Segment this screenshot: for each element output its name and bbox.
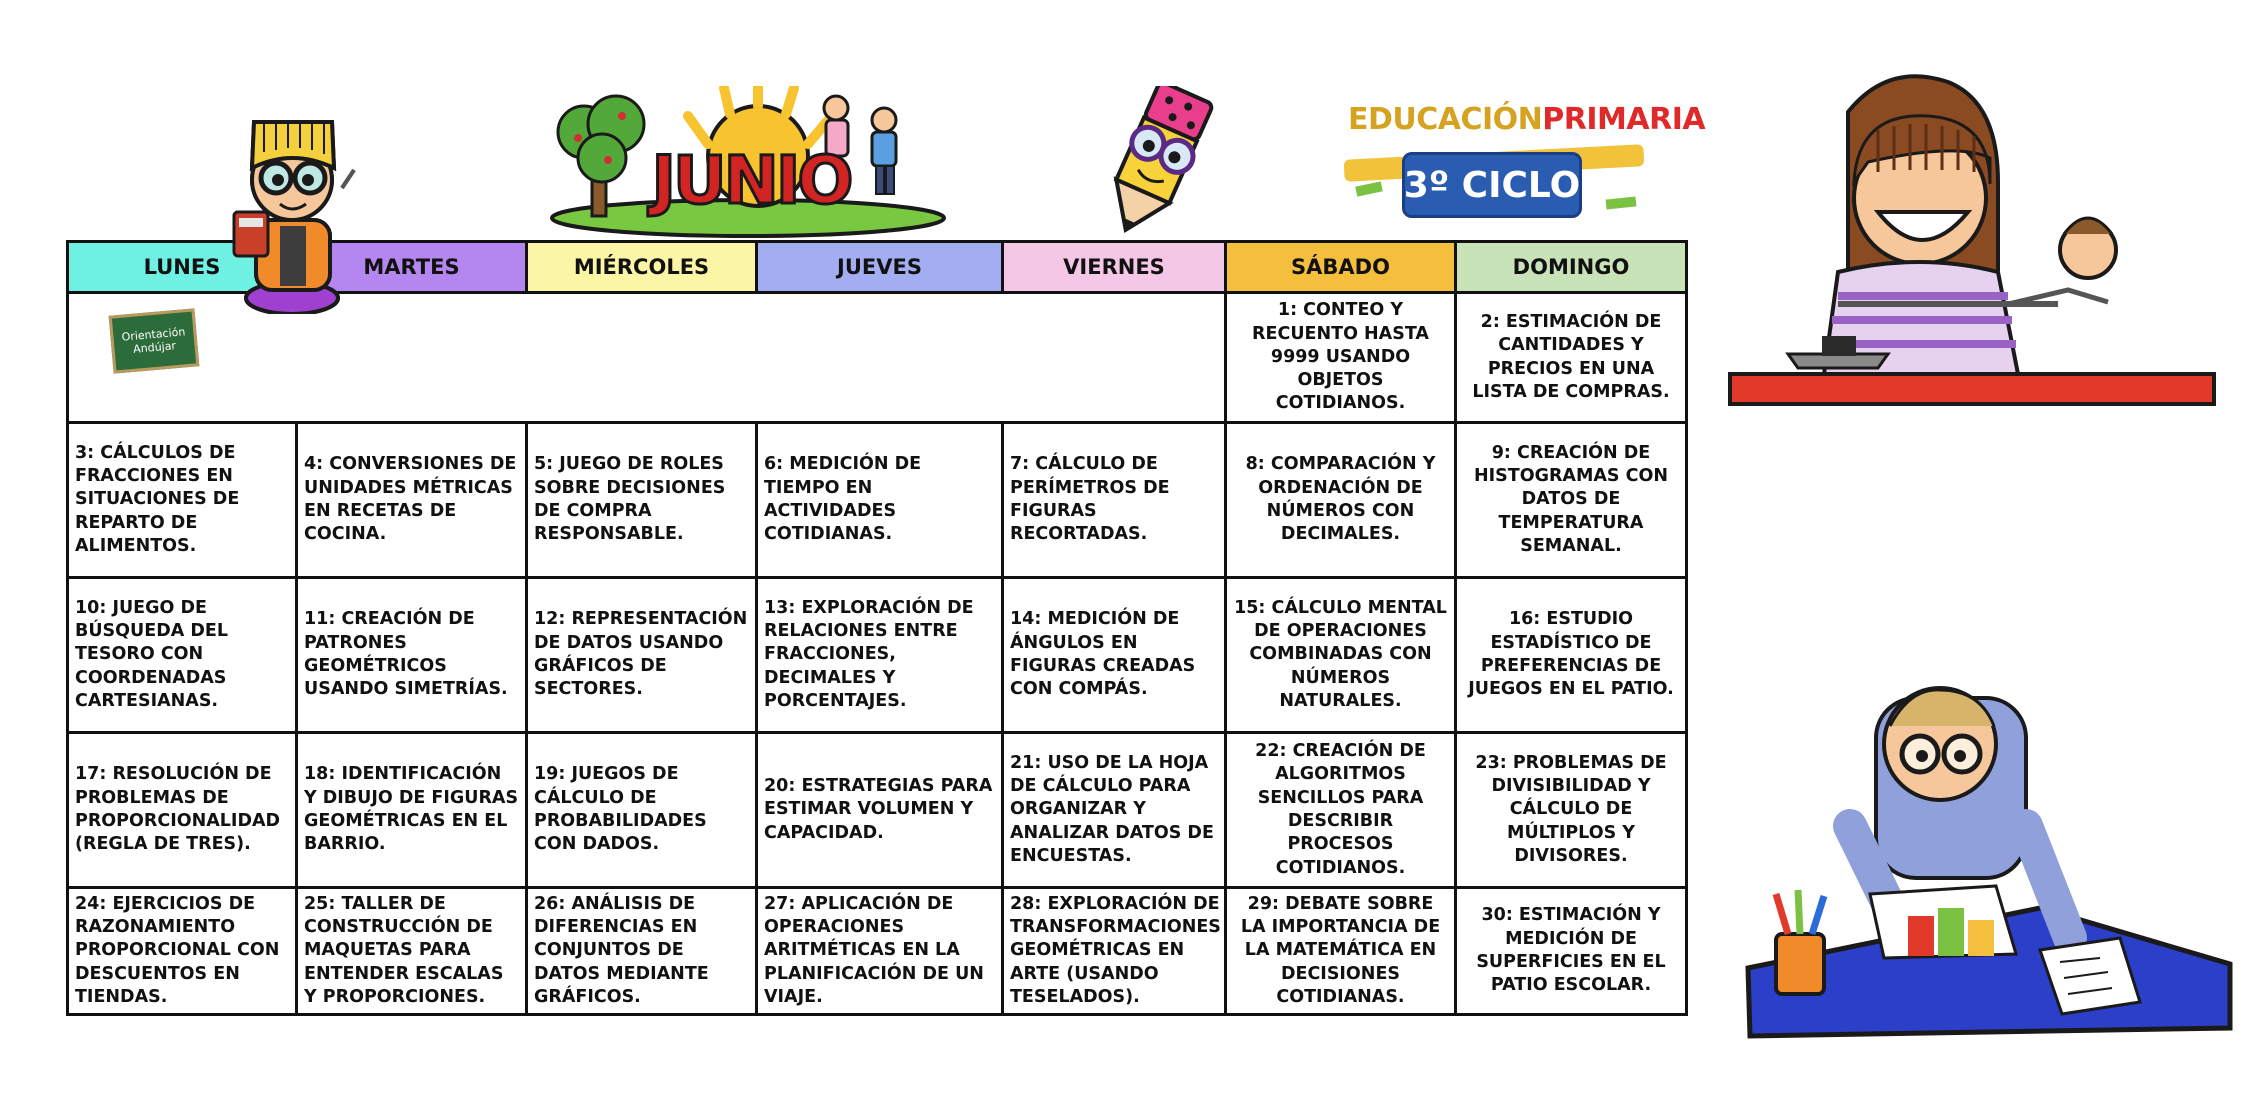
day-cell-4 (295, 421, 528, 579)
day-cell-text: 13: EXPLORACIÓN DE RELACIONES ENTRE FRACCIONES, DECIMALES Y PORCENTAJES. (764, 597, 974, 711)
day-cell-5 (525, 421, 758, 579)
day-cell-21 (1001, 731, 1227, 889)
day-cell-text: 5: JUEGO DE ROLES SOBRE DECISIONES DE COMPRA RESPONSABLE. (534, 454, 726, 545)
day-header-sabado: SÁBADO (1224, 240, 1457, 294)
girl-with-balance-icon (1728, 72, 2218, 408)
day-header-lunes: LUNES (66, 240, 298, 294)
badge-label: Orientación Andújar (121, 325, 186, 356)
day-cell-text: 3: CÁLCULOS DE FRACCIONES EN SITUACIONES DE REPARTO DE ALIMENTOS. (75, 442, 240, 556)
day-cell-14 (1001, 576, 1227, 734)
day-cell-text: 16: ESTUDIO ESTADÍSTICO DE PREFERENCIAS DE JUEGOS EN EL PATIO. (1468, 609, 1674, 700)
day-cell-7 (1001, 421, 1227, 579)
day-cell-text: 9: CREACIÓN DE HISTOGRAMAS CON DATOS DE TEMPERATURA SEMANAL. (1474, 442, 1668, 556)
day-cell-20 (755, 731, 1004, 889)
day-cell-28 (1001, 886, 1227, 1016)
brand-word-primaria: PRIMARIA (1542, 102, 1706, 137)
day-cell-text: 11: CREACIÓN DE PATRONES GEOMÉTRICOS USANDO SIMETRÍAS. (304, 609, 508, 700)
day-cell-29 (1224, 886, 1457, 1016)
day-cell-1 (1224, 291, 1457, 424)
day-cell-3 (66, 421, 298, 579)
day-cell-text: 24: EJERCICIOS DE RAZONAMIENTO PROPORCIONAL CON DESCUENTOS EN TIENDAS. (75, 893, 280, 1007)
day-cell-12 (525, 576, 758, 734)
day-cell-text: 20: ESTRATEGIAS PARA ESTIMAR VOLUMEN Y CAPACIDAD. (764, 776, 993, 843)
day-cell-text: 28: EXPLORACIÓN DE TRANSFORMACIONES GEOMÉTRICAS EN ARTE (USANDO TESELADOS). (1010, 893, 1221, 1007)
brand-dash-right (1606, 196, 1637, 209)
day-cell-text: 23: PROBLEMAS DE DIVISIBILIDAD Y CÁLCULO DE MÚLTIPLOS Y DIVISORES. (1475, 752, 1667, 866)
month-title: JUNIO (651, 142, 851, 219)
brand-dash-left (1355, 181, 1383, 196)
day-cell-text: 27: APLICACIÓN DE OPERACIONES ARITMÉTICAS EN LA PLANIFICACIÓN DE UN VIAJE. (764, 893, 984, 1007)
day-cell-text: 4: CONVERSIONES DE UNIDADES MÉTRICAS EN RECETAS DE COCINA. (304, 454, 517, 545)
day-cell-26 (525, 886, 758, 1016)
empty-cell-week-1 (66, 291, 1227, 424)
day-cell-text: 14: MEDICIÓN DE ÁNGULOS EN FIGURAS CREADAS CON COMPÁS. (1010, 609, 1196, 700)
orientacion-badge (109, 308, 200, 373)
brand-cycle-box (1402, 152, 1582, 218)
day-cell-15 (1224, 576, 1457, 734)
day-cell-17 (66, 731, 298, 889)
day-cell-27 (755, 886, 1004, 1016)
brand-line-1 (1348, 102, 1705, 137)
day-cell-22 (1224, 731, 1457, 889)
day-cell-text: 10: JUEGO DE BÚSQUEDA DEL TESORO CON COORDENADAS CARTESIANAS. (75, 597, 228, 711)
day-cell-10 (66, 576, 298, 734)
day-cell-text: 6: MEDICIÓN DE TIEMPO EN ACTIVIDADES COTIDIANAS. (764, 454, 922, 545)
day-cell-text: 8: COMPARACIÓN Y ORDENACIÓN DE NÚMEROS CON DECIMALES. (1245, 454, 1436, 545)
month-banner (548, 86, 950, 238)
day-cell-text: 19: JUEGOS DE CÁLCULO DE PROBABILIDADES CON DADOS. (534, 764, 707, 855)
calendar-grid (66, 240, 1688, 1016)
day-header-martes: MARTES (295, 240, 528, 294)
day-cell-text: 25: TALLER DE CONSTRUCCIÓN DE MAQUETAS PARA ENTENDER ESCALAS Y PROPORCIONES. (304, 893, 504, 1007)
day-cell-text: 1: CONTEO Y RECUENTO HASTA 9999 USANDO OBJETOS COTIDIANOS. (1252, 300, 1429, 414)
day-cell-text: 15: CÁLCULO MENTAL DE OPERACIONES COMBINADAS CON NÚMEROS NATURALES. (1234, 597, 1447, 711)
day-header-domingo: DOMINGO (1454, 240, 1688, 294)
brand-word-educacion: EDUCACIÓN (1348, 102, 1543, 137)
day-cell-6 (755, 421, 1004, 579)
day-cell-text: 26: ANÁLISIS DE DIFERENCIAS EN CONJUNTOS DE DATOS MEDIANTE GRÁFICOS. (534, 893, 709, 1007)
boy-drawing-chart-icon (1740, 668, 2240, 1056)
day-cell-8 (1224, 421, 1457, 579)
day-cell-text: 30: ESTIMACIÓN Y MEDICIÓN DE SUPERFICIES EN EL PATIO ESCOLAR. (1476, 905, 1666, 996)
day-cell-24 (66, 886, 298, 1016)
day-cell-16 (1454, 576, 1688, 734)
day-cell-text: 29: DEBATE SOBRE LA IMPORTANCIA DE LA MATEMÁTICA EN DECISIONES COTIDIANAS. (1240, 893, 1441, 1007)
day-header-viernes: VIERNES (1001, 240, 1227, 294)
day-cell-text: 18: IDENTIFICACIÓN Y DIBUJO DE FIGURAS GEOMÉTRICAS EN EL BARRIO. (304, 764, 519, 855)
day-cell-25 (295, 886, 528, 1016)
day-header-jueves: JUEVES (755, 240, 1004, 294)
day-cell-11 (295, 576, 528, 734)
day-header-miercoles: MIÉRCOLES (525, 240, 758, 294)
day-cell-text: 22: CREACIÓN DE ALGORITMOS SENCILLOS PARA DESCRIBIR PROCESOS COTIDIANOS. (1255, 741, 1426, 878)
day-cell-18 (295, 731, 528, 889)
pencil-mascot-icon (1080, 86, 1230, 242)
brand-cycle-label: 3º CICLO (1403, 164, 1581, 206)
day-cell-text: 17: RESOLUCIÓN DE PROBLEMAS DE PROPORCIONALIDAD (REGLA DE TRES). (75, 764, 281, 855)
day-cell-9 (1454, 421, 1688, 579)
day-cell-text: 12: REPRESENTACIÓN DE DATOS USANDO GRÁFICOS DE SECTORES. (534, 609, 748, 700)
day-cell-19 (525, 731, 758, 889)
day-cell-13 (755, 576, 1004, 734)
day-cell-30 (1454, 886, 1688, 1016)
day-cell-text: 7: CÁLCULO DE PERÍMETROS DE FIGURAS RECORTADAS. (1010, 454, 1170, 545)
day-cell-2 (1454, 291, 1688, 424)
day-cell-23 (1454, 731, 1688, 889)
day-cell-text: 21: USO DE LA HOJA DE CÁLCULO PARA ORGANIZAR Y ANALIZAR DATOS DE ENCUESTAS. (1010, 752, 1214, 866)
day-cell-text: 2: ESTIMACIÓN DE CANTIDADES Y PRECIOS EN UNA LISTA DE COMPRAS. (1472, 311, 1670, 402)
brand-logo (1340, 100, 1706, 222)
